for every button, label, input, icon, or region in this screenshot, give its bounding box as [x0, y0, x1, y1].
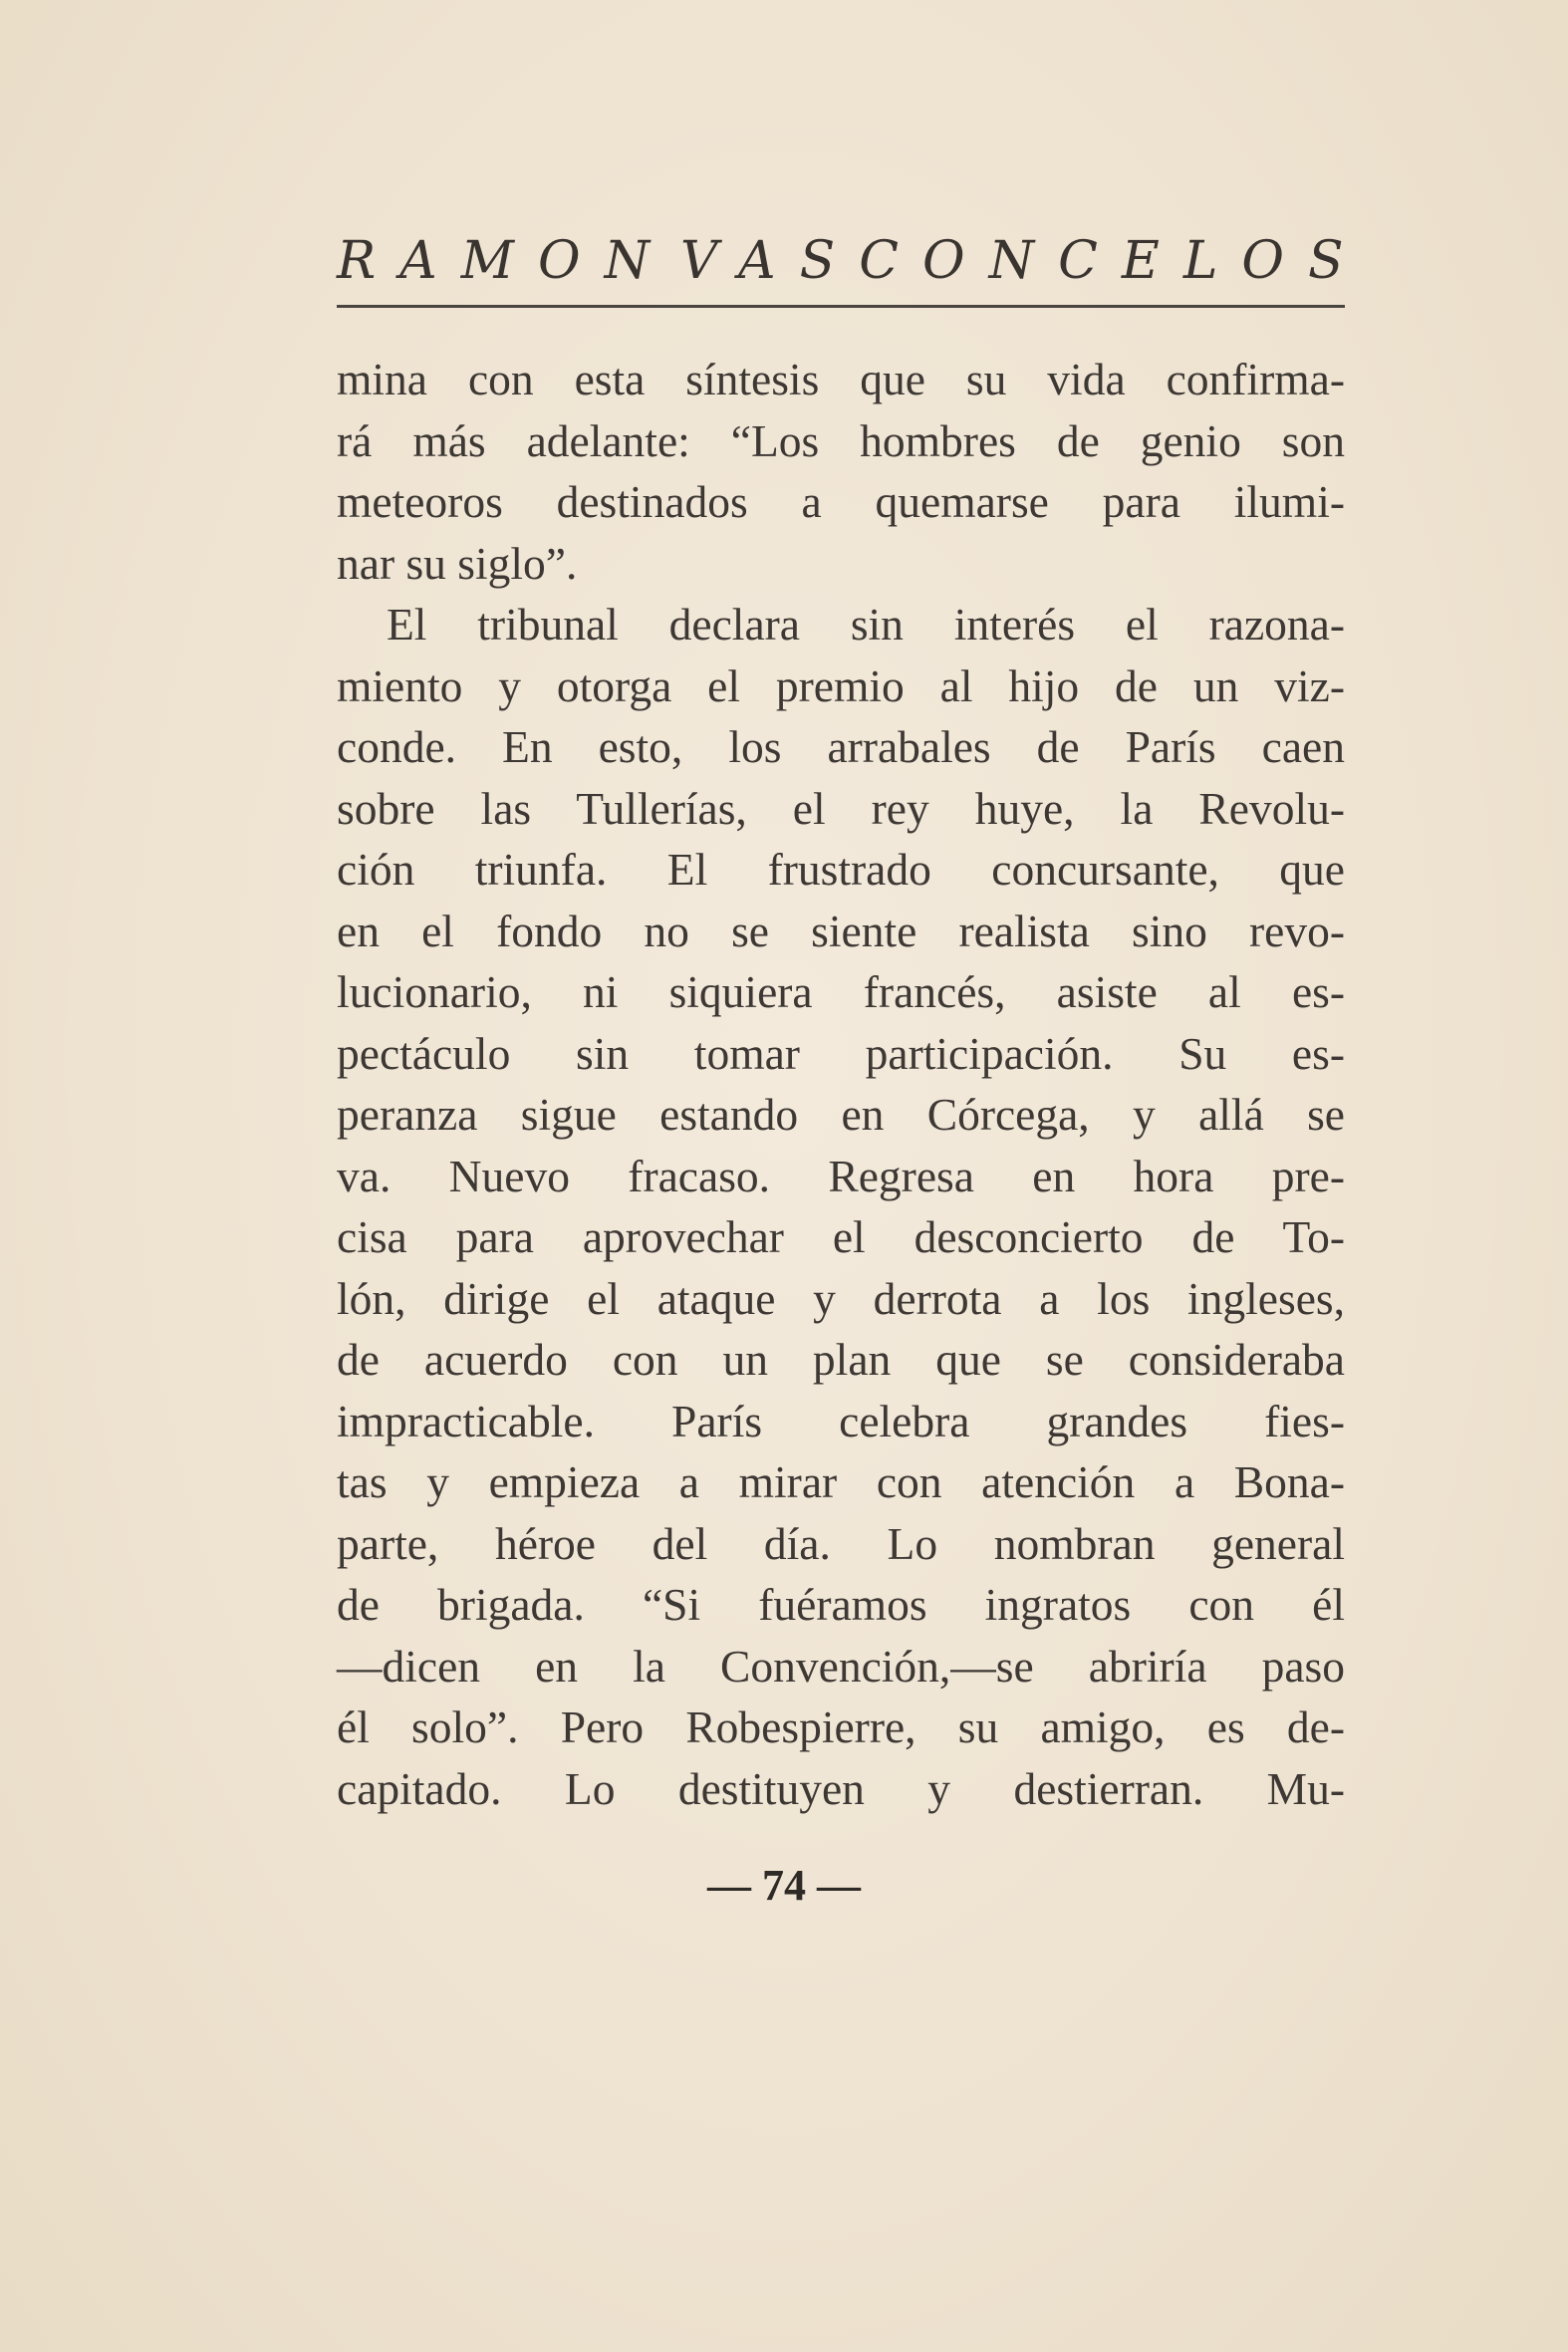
running-head-author-last: VASCONCELOS — [680, 231, 1368, 291]
text-line: capitado. Lo destituyen y destierran. Mu- — [337, 1762, 1345, 1814]
text-line: pectáculo sin tomar participación. Su es- — [337, 1027, 1345, 1079]
text-line: El tribunal declara sin interés el razona- — [387, 599, 1345, 650]
page-number: — 74 — — [707, 1861, 861, 1910]
text-line: de acuerdo con un plan que se consideraba — [337, 1334, 1345, 1385]
text-line: parte, héroe del día. Lo nombran general — [337, 1517, 1345, 1569]
text-line: miento y otorga el premio al hijo de un viz- — [337, 659, 1345, 711]
text-line: conde. En esto, los arrabales de París caen — [337, 721, 1345, 772]
text-line: ción triunfa. El frustrado concursante, que — [337, 844, 1345, 895]
text-line: en el fondo no se siente realista sino revo- — [337, 905, 1345, 956]
text-line: va. Nuevo fracaso. Regresa en hora pre- — [337, 1150, 1345, 1201]
text-line: mina con esta síntesis que su vida confirma- — [337, 354, 1345, 404]
text-line: meteoros destinados a quemarse para ilumi- — [337, 476, 1345, 527]
body-text — [337, 349, 1345, 1819]
text-line: él solo”. Pero Robespierre, su amigo, es de- — [337, 1701, 1345, 1752]
running-head-author-first: RAMON — [337, 231, 674, 291]
text-line: nar su siglo”. — [337, 537, 578, 589]
text-line: impracticable. París celebra grandes fies- — [337, 1395, 1345, 1446]
text-line: —dicen en la Convención,—se abriría paso — [337, 1640, 1345, 1692]
text-line: tas y empieza a mirar con atención a Bona- — [337, 1456, 1345, 1507]
text-line: de brigada. “Si fuéramos ingratos con él — [337, 1579, 1345, 1630]
text-line: sobre las Tullerías, el rey huye, la Revolu- — [337, 782, 1345, 834]
text-line: lón, dirige el ataque y derrota a los ingleses, — [337, 1272, 1345, 1324]
text-line: cisa para aprovechar el desconcierto de To- — [337, 1211, 1345, 1262]
text-line: rá más adelante: “Los hombres de genio son — [337, 414, 1345, 466]
header-rule — [337, 305, 1345, 308]
running-head — [337, 231, 1368, 307]
text-line: lucionario, ni siquiera francés, asiste al es- — [337, 966, 1345, 1017]
text-line: peranza sigue estando en Córcega, y allá se — [337, 1089, 1345, 1140]
